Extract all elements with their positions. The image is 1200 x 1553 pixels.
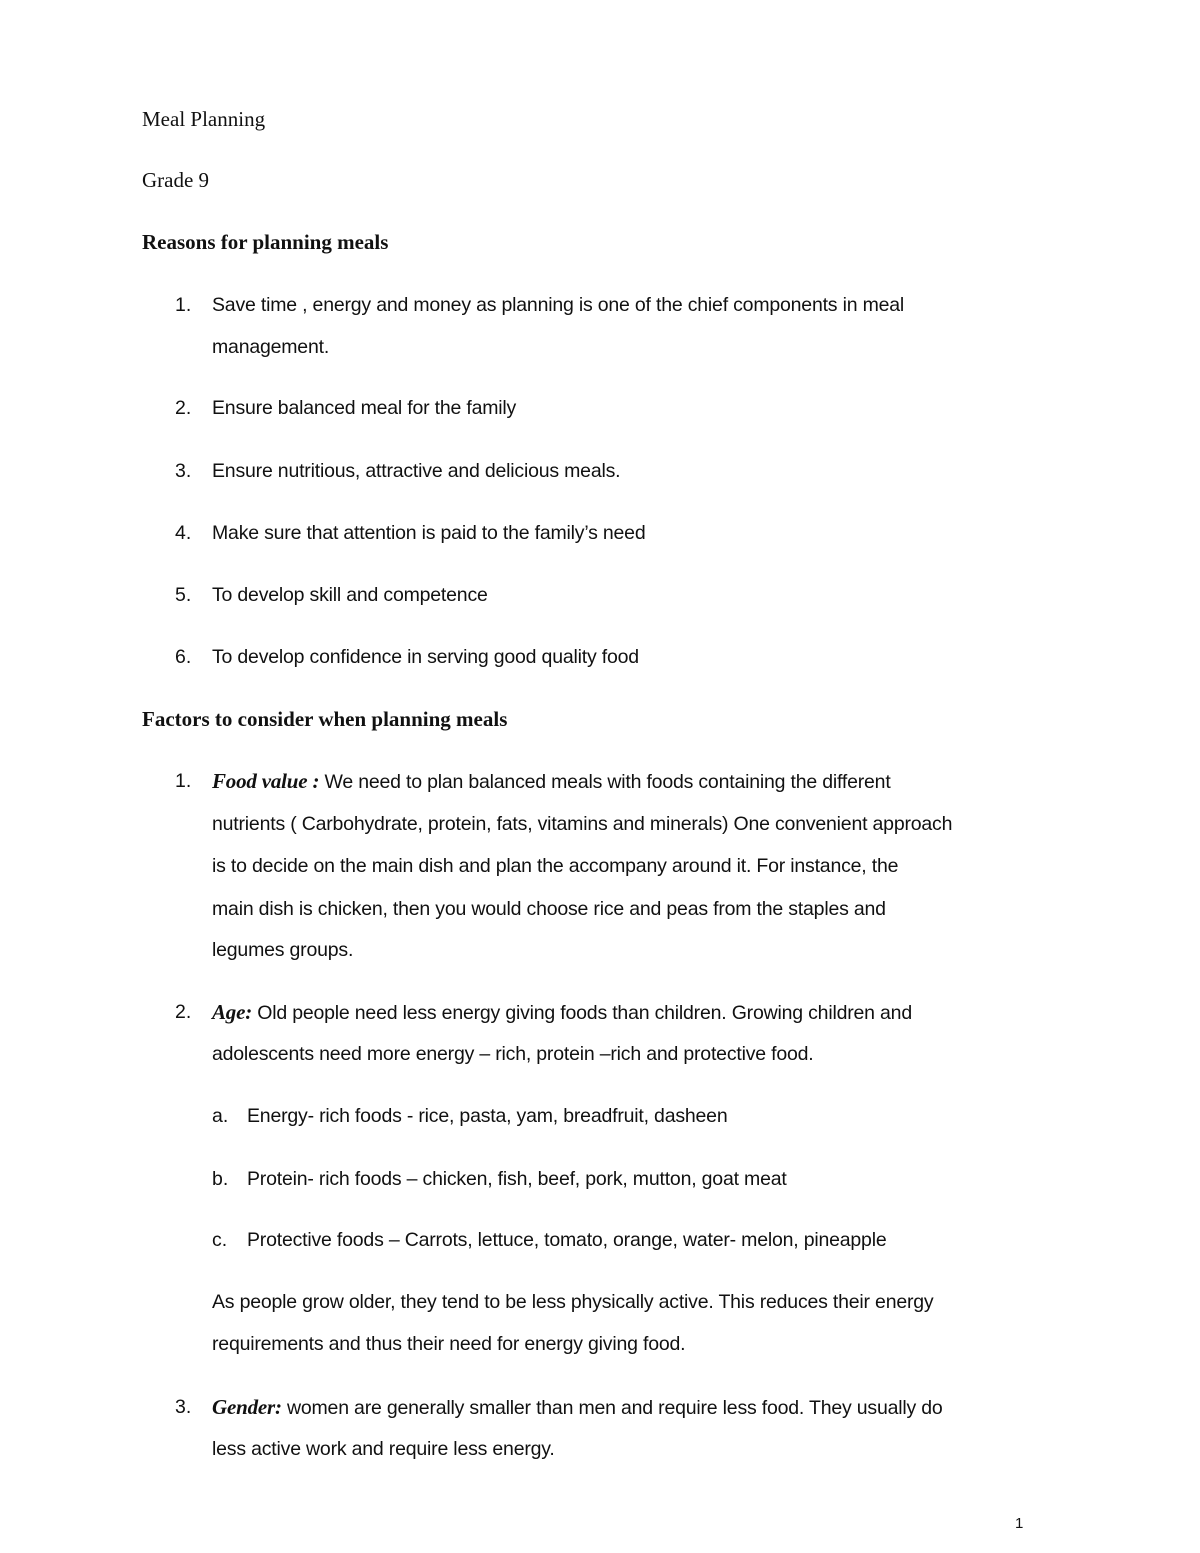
list-item-text: main dish is chicken, then you would choose rice and peas from the staples and — [212, 898, 886, 920]
list-number: 6. — [175, 646, 192, 668]
list-item-text: management. — [212, 336, 330, 358]
paragraph-line: As people grow older, they tend to be less physically active. This reduces their energy — [212, 1291, 934, 1313]
sublist-letter: a. — [212, 1105, 229, 1127]
section-heading-reasons: Reasons for planning meals — [142, 230, 389, 254]
list-item-text — [212, 1394, 943, 1421]
list-number: 4. — [175, 522, 192, 544]
list-number: 5. — [175, 584, 192, 606]
sublist-letter: c. — [212, 1229, 228, 1251]
sublist-letter: b. — [212, 1168, 229, 1190]
list-number: 3. — [175, 460, 192, 482]
sublist-item-text: Protective foods – Carrots, lettuce, tomato, orange, water- melon, pineapple — [247, 1229, 887, 1251]
list-item-text-rest: Old people need less energy giving foods than children. Growing children and — [252, 1002, 912, 1024]
list-item-text: legumes groups. — [212, 939, 354, 961]
list-number: 2. — [175, 397, 192, 419]
list-item-text: Save time , energy and money as planning is one of the chief components in meal — [212, 294, 905, 316]
list-number: 2. — [175, 1001, 192, 1023]
list-item-text: less active work and require less energy. — [212, 1438, 555, 1460]
paragraph-line: requirements and thus their need for energy giving food. — [212, 1333, 686, 1355]
list-item-text-rest: We need to plan balanced meals with foods containing the different — [319, 771, 891, 793]
section-heading-factors: Factors to consider when planning meals — [142, 707, 508, 731]
term-gender: Gender: — [212, 1395, 282, 1419]
list-item-text: Ensure nutritious, attractive and delicious meals. — [212, 460, 621, 482]
list-item-text-rest: women are generally smaller than men and require less food. They usually do — [281, 1397, 943, 1419]
list-item-text: Ensure balanced meal for the family — [212, 397, 517, 419]
list-number: 1. — [175, 770, 192, 792]
list-number: 1. — [175, 294, 192, 316]
list-item-text — [212, 768, 891, 795]
list-item-text: is to decide on the main dish and plan the accompany around it. For instance, the — [212, 855, 899, 877]
list-item-text: To develop confidence in serving good quality food — [212, 646, 639, 668]
doc-title: Meal Planning — [142, 107, 266, 131]
list-item-text: Make sure that attention is paid to the family’s need — [212, 522, 646, 544]
sublist-item-text: Energy- rich foods - rice, pasta, yam, breadfruit, dasheen — [247, 1105, 728, 1127]
term-food-value: Food value : — [212, 769, 320, 793]
page-number: 1 — [1015, 1515, 1024, 1532]
list-item-text: nutrients ( Carbohydrate, protein, fats, vitamins and minerals) One convenient approach — [212, 813, 953, 835]
list-item-text — [212, 999, 912, 1026]
term-age: Age: — [212, 1000, 253, 1024]
list-item-text: adolescents need more energy – rich, protein –rich and protective food. — [212, 1043, 814, 1065]
list-item-text: To develop skill and competence — [212, 584, 488, 606]
grade-label: Grade 9 — [142, 168, 210, 192]
sublist-item-text: Protein- rich foods – chicken, fish, beef, pork, mutton, goat meat — [247, 1168, 787, 1190]
list-number: 3. — [175, 1396, 192, 1418]
